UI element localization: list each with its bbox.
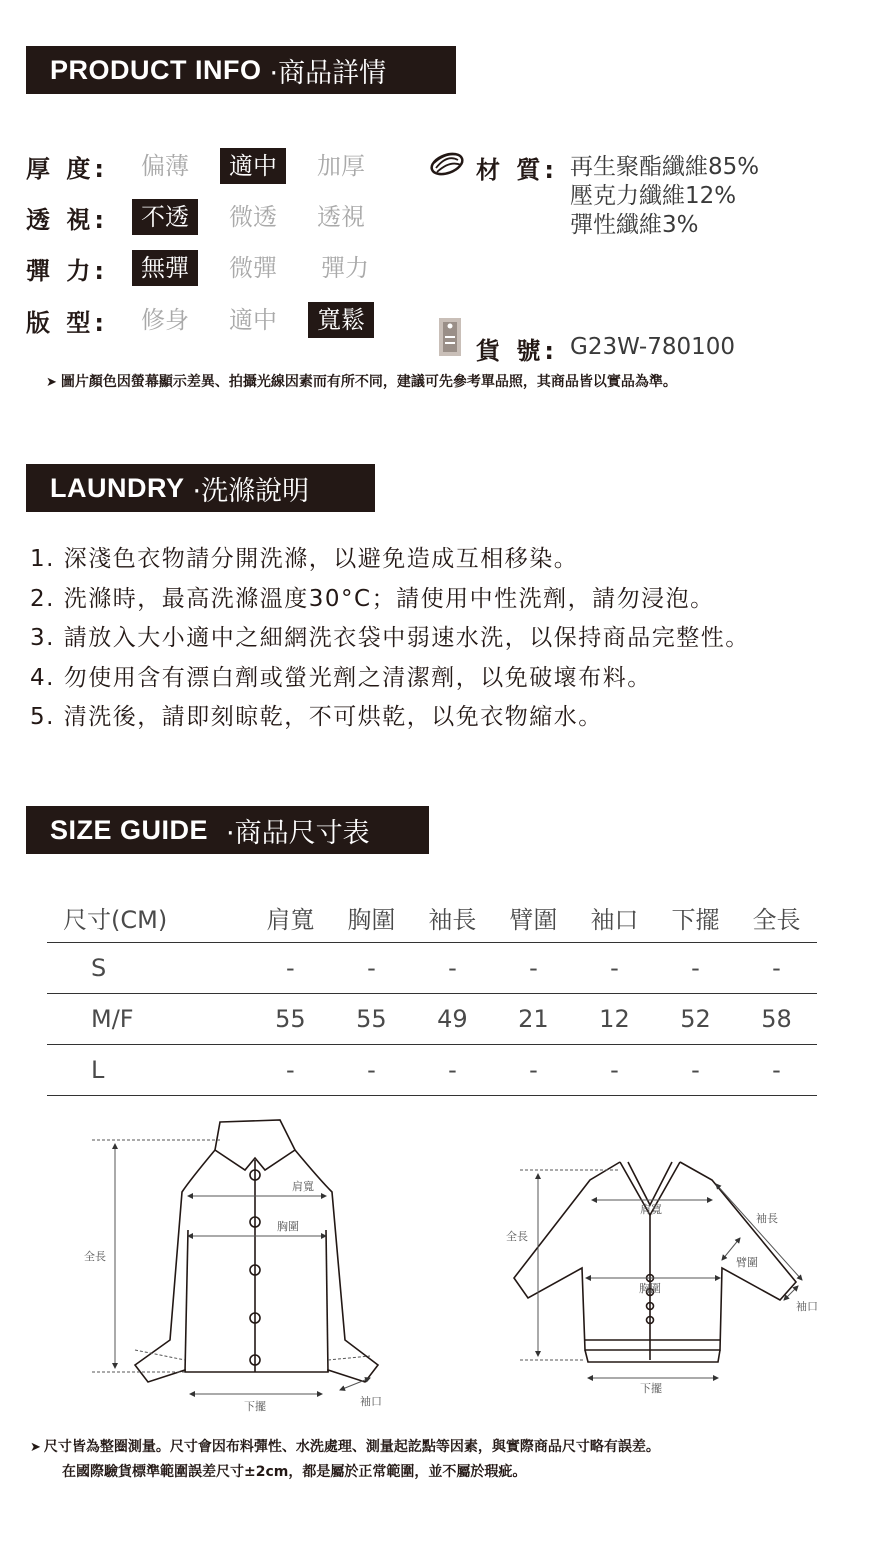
cell: 21 <box>493 993 574 1044</box>
right-length-label: 全長 <box>506 1230 528 1243</box>
property-label: 版 型: <box>26 308 108 337</box>
table-row <box>47 993 817 1044</box>
right-cuff-label: 袖口 <box>796 1300 818 1313</box>
yarn-icon <box>428 150 466 178</box>
cell: - <box>736 1044 817 1095</box>
size-guide-header-en: SIZE GUIDE <box>50 814 209 845</box>
cell: 12 <box>574 993 655 1044</box>
cell: - <box>493 942 574 993</box>
cell: 58 <box>736 993 817 1044</box>
option-stretch: 彈力 <box>321 254 369 282</box>
col-arm: 臂圍 <box>493 893 574 942</box>
left-shoulder-label: 肩寬 <box>292 1180 314 1193</box>
size-table-header-row <box>47 893 817 942</box>
product-info-header <box>26 46 456 94</box>
cell: - <box>331 942 412 993</box>
cell: S <box>47 942 250 993</box>
table-row <box>47 942 817 993</box>
laundry-header <box>26 464 375 512</box>
property-row-transparency <box>26 199 406 235</box>
right-hem-label: 下擺 <box>640 1382 662 1395</box>
option-regular: 適中 <box>229 306 277 334</box>
laundry-header-zh: ·洗滌說明 <box>192 475 310 507</box>
cell: - <box>412 942 493 993</box>
property-row-elasticity <box>26 250 406 286</box>
col-hem: 下擺 <box>655 893 736 942</box>
material-label: 材 質: <box>476 156 558 184</box>
option-slight-stretch: 微彈 <box>229 254 277 282</box>
cell: 55 <box>331 993 412 1044</box>
cell: 52 <box>655 993 736 1044</box>
arrow-right-icon: ➤ <box>46 375 57 390</box>
size-note-line: 尺寸皆為整圈測量。尺寸會因布料彈性、水洗處理、測量起訖點等因素，與實際商品尺寸略有誤差。 <box>43 1439 660 1455</box>
left-hem-label: 下擺 <box>244 1400 266 1413</box>
right-shoulder-label: 肩寬 <box>640 1203 662 1216</box>
col-length: 全長 <box>736 893 817 942</box>
option-opaque-selected: 不透 <box>132 199 198 235</box>
left-chest-label: 胸圍 <box>277 1220 299 1233</box>
laundry-item: 5. 清洗後，請即刻晾乾，不可烘乾，以免衣物縮水。 <box>30 704 603 730</box>
material-line: 壓克力纖維12% <box>570 183 737 209</box>
col-sleeve: 袖長 <box>412 893 493 942</box>
laundry-item: 2. 洗滌時，最高洗滌溫度30°C；請使用中性洗劑，請勿浸泡。 <box>30 585 715 612</box>
size-table <box>47 893 817 1096</box>
cell: - <box>250 942 331 993</box>
property-label: 彈 力: <box>26 256 108 285</box>
option-slim: 修身 <box>141 306 189 334</box>
cell: 49 <box>412 993 493 1044</box>
left-length-label: 全長 <box>84 1250 106 1263</box>
option-thick: 加厚 <box>317 152 365 180</box>
property-row-thickness <box>26 148 406 184</box>
material-values <box>570 153 759 240</box>
option-thin: 偏薄 <box>141 152 189 180</box>
cell: - <box>412 1044 493 1095</box>
col-size: 尺寸(CM) <box>47 893 250 942</box>
material-line: 再生聚酯纖維85% <box>570 154 760 180</box>
option-no-stretch-selected: 無彈 <box>132 250 198 286</box>
cell: - <box>655 1044 736 1095</box>
color-disclaimer-note <box>46 371 677 391</box>
cell: - <box>736 942 817 993</box>
cell: L <box>47 1044 250 1095</box>
property-label: 厚 度: <box>26 154 108 183</box>
material-line: 彈性纖維3% <box>570 212 699 238</box>
jacket-measurement-diagram <box>70 1110 410 1420</box>
col-cuff: 袖口 <box>574 893 655 942</box>
cell: - <box>574 1044 655 1095</box>
size-disclaimer-note <box>30 1435 660 1484</box>
cell: - <box>655 942 736 993</box>
table-row <box>47 1044 817 1095</box>
product-info-header-zh: ·商品詳情 <box>269 57 387 89</box>
property-label: 透 視: <box>26 205 108 234</box>
laundry-header-en: LAUNDRY <box>50 472 185 503</box>
laundry-item: 3. 請放入大小適中之細網洗衣袋中弱速水洗，以保持商品完整性。 <box>30 625 750 651</box>
right-chest-label: 胸圍 <box>639 1282 661 1295</box>
property-row-fit <box>26 302 406 338</box>
cardigan-measurement-diagram <box>500 1150 830 1400</box>
col-chest: 胸圍 <box>331 893 412 942</box>
option-sheer: 透視 <box>317 203 365 231</box>
laundry-item: 1. 深淺色衣物請分開洗滌，以避免造成互相移染。 <box>30 546 579 572</box>
tag-icon <box>436 316 464 358</box>
size-guide-header-zh: ·商品尺寸表 <box>226 817 370 849</box>
size-guide-header <box>26 806 429 854</box>
cell: - <box>250 1044 331 1095</box>
cell: - <box>493 1044 574 1095</box>
option-loose-selected: 寬鬆 <box>308 302 374 338</box>
left-cuff-label: 袖口 <box>360 1395 382 1408</box>
option-slightly-sheer: 微透 <box>229 203 277 231</box>
cell: - <box>574 942 655 993</box>
cell: - <box>331 1044 412 1095</box>
laundry-item: 4. 勿使用含有漂白劑或螢光劑之清潔劑，以免破壞布料。 <box>30 664 652 691</box>
size-note-line: 在國際驗貨標準範圍誤差尺寸±2cm，都是屬於正常範圍，並不屬於瑕疵。 <box>62 1464 527 1480</box>
col-shoulder: 肩寬 <box>250 893 331 942</box>
product-info-header-en: PRODUCT INFO <box>50 54 262 85</box>
color-disclaimer-text: 圖片顏色因螢幕顯示差異、拍攝光線因素而有所不同，建議可先參考單品照，其商品皆以實品為準。 <box>60 374 677 390</box>
laundry-instructions <box>30 540 750 738</box>
cell: 55 <box>250 993 331 1044</box>
cell: M/F <box>47 993 250 1044</box>
right-arm-label: 臂圍 <box>736 1256 758 1269</box>
right-sleeve-label: 袖長 <box>756 1212 778 1225</box>
sku-label: 貨 號: <box>476 337 558 365</box>
option-medium-selected: 適中 <box>220 148 286 184</box>
arrow-right-icon: ➤ <box>30 1440 41 1455</box>
sku-value: G23W-780100 <box>570 334 735 360</box>
